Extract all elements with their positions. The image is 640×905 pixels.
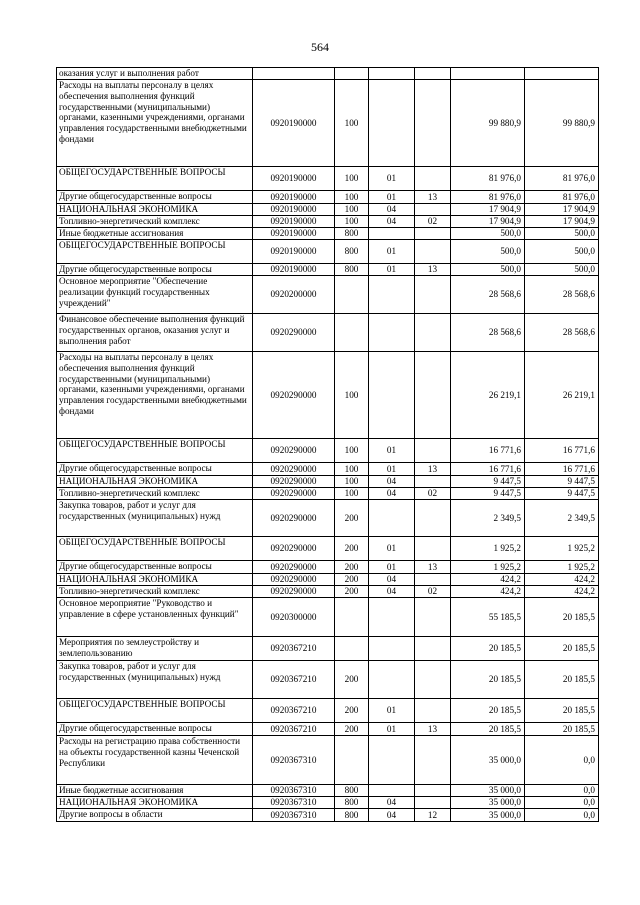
cell-amount-2: 20 185,5	[525, 637, 599, 661]
cell-amount-1: 424,2	[451, 586, 525, 598]
cell-target-code: 0920367310	[253, 785, 335, 797]
cell-subsection: 13	[415, 723, 451, 736]
cell-expense-type: 100	[335, 204, 369, 216]
table-row	[57, 68, 599, 80]
cell-item-name: Мероприятия по землеустройству и землепользованию	[57, 637, 253, 661]
cell-subsection	[415, 439, 451, 463]
cell-subsection: 13	[415, 561, 451, 574]
cell-expense-type: 100	[335, 439, 369, 463]
cell-section	[369, 661, 415, 699]
cell-amount-2: 99 880,9	[525, 80, 599, 167]
cell-target-code: 0920290000	[253, 574, 335, 586]
cell-target-code: 0920190000	[253, 240, 335, 264]
cell-subsection: 13	[415, 264, 451, 276]
cell-target-code: 0920367210	[253, 723, 335, 736]
cell-subsection	[415, 352, 451, 439]
cell-amount-1: 424,2	[451, 574, 525, 586]
cell-subsection	[415, 785, 451, 797]
cell-target-code: 0920290000	[253, 463, 335, 476]
cell-section: 04	[369, 574, 415, 586]
table-row	[57, 476, 599, 488]
table-row	[57, 537, 599, 561]
cell-amount-1: 2 349,5	[451, 500, 525, 537]
cell-target-code: 0920290000	[253, 561, 335, 574]
cell-section	[369, 500, 415, 537]
cell-item-name: НАЦИОНАЛЬНАЯ ЭКОНОМИКА	[57, 204, 253, 216]
cell-subsection	[415, 699, 451, 723]
cell-section: 01	[369, 537, 415, 561]
cell-amount-2: 16 771,6	[525, 463, 599, 476]
cell-amount-1: 17 904,9	[451, 216, 525, 228]
cell-amount-1: 9 447,5	[451, 476, 525, 488]
table-row	[57, 785, 599, 797]
cell-amount-2: 20 185,5	[525, 723, 599, 736]
table-row	[57, 228, 599, 240]
cell-item-name: Другие общегосударственные вопросы	[57, 561, 253, 574]
cell-expense-type: 100	[335, 488, 369, 500]
cell-target-code: 0920190000	[253, 204, 335, 216]
cell-expense-type: 100	[335, 191, 369, 204]
cell-target-code: 0920190000	[253, 191, 335, 204]
cell-expense-type: 200	[335, 561, 369, 574]
cell-amount-2: 81 976,0	[525, 167, 599, 191]
cell-amount-2: 500,0	[525, 228, 599, 240]
cell-amount-2: 28 568,6	[525, 314, 599, 352]
cell-target-code: 0920290000	[253, 500, 335, 537]
cell-amount-2	[525, 68, 599, 80]
cell-item-name: Топливно-энергетический комплекс	[57, 216, 253, 228]
cell-item-name: Расходы на регистрацию права собственности на объекты государственной казны Чеченской Республики	[57, 736, 253, 785]
cell-amount-2: 0,0	[525, 797, 599, 809]
cell-amount-1: 81 976,0	[451, 167, 525, 191]
cell-item-name: Расходы на выплаты персоналу в целях обеспечения выполнения функций государственными (муниципальными) органами, казенными учреждениями, органами управления государственными внебюджетными фондами	[57, 352, 253, 439]
cell-target-code: 0920190000	[253, 228, 335, 240]
table-row	[57, 80, 599, 167]
cell-amount-1: 28 568,6	[451, 314, 525, 352]
cell-target-code: 0920190000	[253, 216, 335, 228]
cell-amount-1: 35 000,0	[451, 797, 525, 809]
cell-expense-type: 100	[335, 80, 369, 167]
cell-item-name: Другие общегосударственные вопросы	[57, 191, 253, 204]
cell-subsection	[415, 500, 451, 537]
table-row	[57, 500, 599, 537]
cell-section: 04	[369, 488, 415, 500]
cell-expense-type: 200	[335, 574, 369, 586]
table-row	[57, 204, 599, 216]
cell-target-code: 0920290000	[253, 488, 335, 500]
cell-item-name: ОБЩЕГОСУДАРСТВЕННЫЕ ВОПРОСЫ	[57, 167, 253, 191]
budget-table	[56, 67, 599, 822]
cell-subsection: 13	[415, 191, 451, 204]
cell-amount-2: 424,2	[525, 586, 599, 598]
cell-amount-2: 500,0	[525, 264, 599, 276]
cell-target-code: 0920190000	[253, 167, 335, 191]
table-row	[57, 463, 599, 476]
cell-subsection: 12	[415, 809, 451, 822]
cell-amount-1: 16 771,6	[451, 463, 525, 476]
cell-amount-2: 0,0	[525, 785, 599, 797]
cell-subsection	[415, 276, 451, 314]
cell-amount-1: 99 880,9	[451, 80, 525, 167]
cell-expense-type: 200	[335, 500, 369, 537]
cell-subsection	[415, 537, 451, 561]
cell-amount-2: 26 219,1	[525, 352, 599, 439]
cell-amount-1: 1 925,2	[451, 561, 525, 574]
table-row	[57, 191, 599, 204]
cell-target-code: 0920290000	[253, 476, 335, 488]
cell-amount-1: 20 185,5	[451, 637, 525, 661]
cell-section	[369, 276, 415, 314]
table-row	[57, 661, 599, 699]
cell-item-name: ОБЩЕГОСУДАРСТВЕННЫЕ ВОПРОСЫ	[57, 439, 253, 463]
table-row	[57, 574, 599, 586]
cell-section	[369, 314, 415, 352]
cell-expense-type: 800	[335, 240, 369, 264]
cell-target-code: 0920290000	[253, 537, 335, 561]
cell-subsection	[415, 797, 451, 809]
cell-target-code	[253, 68, 335, 80]
cell-amount-2: 20 185,5	[525, 699, 599, 723]
cell-expense-type: 200	[335, 537, 369, 561]
cell-amount-2: 17 904,9	[525, 216, 599, 228]
table-row	[57, 699, 599, 723]
cell-section: 04	[369, 797, 415, 809]
cell-amount-2: 2 349,5	[525, 500, 599, 537]
cell-expense-type	[335, 68, 369, 80]
cell-amount-1: 17 904,9	[451, 204, 525, 216]
cell-subsection	[415, 314, 451, 352]
table-row	[57, 736, 599, 785]
cell-item-name: ОБЩЕГОСУДАРСТВЕННЫЕ ВОПРОСЫ	[57, 240, 253, 264]
cell-expense-type: 100	[335, 352, 369, 439]
cell-section: 01	[369, 264, 415, 276]
cell-amount-2: 17 904,9	[525, 204, 599, 216]
cell-item-name: Основное мероприятие "Обеспечение реализации функций государственных учреждений"	[57, 276, 253, 314]
cell-target-code: 0920190000	[253, 264, 335, 276]
table-row	[57, 314, 599, 352]
cell-section: 04	[369, 216, 415, 228]
cell-expense-type: 800	[335, 264, 369, 276]
cell-item-name: Другие общегосударственные вопросы	[57, 264, 253, 276]
cell-amount-1: 16 771,6	[451, 439, 525, 463]
cell-expense-type: 800	[335, 785, 369, 797]
cell-expense-type	[335, 276, 369, 314]
cell-item-name: Топливно-энергетический комплекс	[57, 586, 253, 598]
table-row	[57, 809, 599, 822]
cell-subsection: 13	[415, 463, 451, 476]
cell-item-name: Другие вопросы в области	[57, 809, 253, 822]
cell-section: 01	[369, 191, 415, 204]
cell-target-code: 0920190000	[253, 80, 335, 167]
table-row	[57, 488, 599, 500]
cell-target-code: 0920290000	[253, 439, 335, 463]
cell-amount-2: 500,0	[525, 240, 599, 264]
cell-amount-2: 1 925,2	[525, 537, 599, 561]
cell-amount-2: 20 185,5	[525, 598, 599, 637]
cell-expense-type: 800	[335, 797, 369, 809]
cell-amount-1: 1 925,2	[451, 537, 525, 561]
cell-section	[369, 785, 415, 797]
cell-subsection	[415, 167, 451, 191]
cell-section: 01	[369, 167, 415, 191]
cell-target-code: 0920367210	[253, 661, 335, 699]
cell-amount-1: 35 000,0	[451, 809, 525, 822]
table-row	[57, 586, 599, 598]
cell-subsection	[415, 661, 451, 699]
cell-subsection	[415, 476, 451, 488]
table-row	[57, 216, 599, 228]
table-row	[57, 240, 599, 264]
table-row	[57, 797, 599, 809]
cell-amount-2: 28 568,6	[525, 276, 599, 314]
cell-amount-2: 1 925,2	[525, 561, 599, 574]
cell-target-code: 0920367310	[253, 736, 335, 785]
cell-amount-1: 81 976,0	[451, 191, 525, 204]
cell-amount-2: 9 447,5	[525, 488, 599, 500]
cell-amount-2: 9 447,5	[525, 476, 599, 488]
cell-item-name: оказания услуг и выполнения работ	[57, 68, 253, 80]
table-row	[57, 276, 599, 314]
table-row	[57, 598, 599, 637]
cell-amount-1: 500,0	[451, 228, 525, 240]
cell-section: 01	[369, 240, 415, 264]
cell-item-name: Расходы на выплаты персоналу в целях обеспечения выполнения функций государственными (муниципальными) органами, казенными учреждениями, органами управления государственными внебюджетными фондами	[57, 80, 253, 167]
cell-target-code: 0920367310	[253, 797, 335, 809]
cell-amount-1: 20 185,5	[451, 661, 525, 699]
cell-expense-type: 200	[335, 586, 369, 598]
cell-subsection	[415, 204, 451, 216]
cell-section: 01	[369, 463, 415, 476]
cell-section: 01	[369, 723, 415, 736]
cell-item-name: Иные бюджетные ассигнования	[57, 785, 253, 797]
cell-target-code: 0920367310	[253, 809, 335, 822]
cell-amount-1: 26 219,1	[451, 352, 525, 439]
cell-target-code: 0920290000	[253, 586, 335, 598]
cell-amount-1: 28 568,6	[451, 276, 525, 314]
cell-amount-1: 500,0	[451, 240, 525, 264]
cell-expense-type: 200	[335, 699, 369, 723]
cell-subsection	[415, 736, 451, 785]
cell-amount-2: 0,0	[525, 809, 599, 822]
table-row	[57, 637, 599, 661]
cell-amount-2: 16 771,6	[525, 439, 599, 463]
cell-section	[369, 598, 415, 637]
cell-item-name: Основное мероприятие "Руководство и управление в сфере установленных функций"	[57, 598, 253, 637]
cell-section	[369, 68, 415, 80]
cell-amount-2: 20 185,5	[525, 661, 599, 699]
cell-item-name: Финансовое обеспечение выполнения функций государственных органов, оказания услуг и выполнения работ	[57, 314, 253, 352]
cell-amount-1: 55 185,5	[451, 598, 525, 637]
table-row	[57, 439, 599, 463]
cell-subsection	[415, 240, 451, 264]
cell-item-name: Топливно-энергетический комплекс	[57, 488, 253, 500]
cell-subsection: 02	[415, 586, 451, 598]
cell-subsection: 02	[415, 216, 451, 228]
cell-section	[369, 736, 415, 785]
cell-item-name: ОБЩЕГОСУДАРСТВЕННЫЕ ВОПРОСЫ	[57, 699, 253, 723]
cell-item-name: Закупка товаров, работ и услуг для государственных (муниципальных) нужд	[57, 661, 253, 699]
cell-expense-type: 800	[335, 228, 369, 240]
cell-subsection	[415, 80, 451, 167]
cell-expense-type	[335, 598, 369, 637]
cell-amount-1	[451, 68, 525, 80]
cell-subsection	[415, 637, 451, 661]
cell-item-name: НАЦИОНАЛЬНАЯ ЭКОНОМИКА	[57, 476, 253, 488]
cell-amount-2: 0,0	[525, 736, 599, 785]
cell-amount-1: 500,0	[451, 264, 525, 276]
cell-target-code: 0920367210	[253, 637, 335, 661]
cell-amount-1: 35 000,0	[451, 785, 525, 797]
cell-expense-type: 100	[335, 167, 369, 191]
cell-expense-type: 200	[335, 661, 369, 699]
cell-item-name: ОБЩЕГОСУДАРСТВЕННЫЕ ВОПРОСЫ	[57, 537, 253, 561]
cell-item-name: Другие общегосударственные вопросы	[57, 723, 253, 736]
cell-section: 04	[369, 809, 415, 822]
cell-section: 01	[369, 439, 415, 463]
cell-expense-type	[335, 736, 369, 785]
cell-target-code: 0920367210	[253, 699, 335, 723]
cell-amount-2: 81 976,0	[525, 191, 599, 204]
cell-section	[369, 228, 415, 240]
cell-expense-type	[335, 637, 369, 661]
cell-subsection	[415, 598, 451, 637]
budget-table-body	[57, 68, 599, 822]
cell-item-name: Иные бюджетные ассигнования	[57, 228, 253, 240]
cell-target-code: 0920200000	[253, 276, 335, 314]
cell-target-code: 0920290000	[253, 314, 335, 352]
cell-section: 01	[369, 561, 415, 574]
cell-amount-1: 20 185,5	[451, 699, 525, 723]
cell-item-name: Закупка товаров, работ и услуг для государственных (муниципальных) нужд	[57, 500, 253, 537]
table-row	[57, 167, 599, 191]
cell-expense-type: 200	[335, 723, 369, 736]
cell-amount-1: 35 000,0	[451, 736, 525, 785]
cell-amount-2: 424,2	[525, 574, 599, 586]
cell-item-name: Другие общегосударственные вопросы	[57, 463, 253, 476]
cell-expense-type	[335, 314, 369, 352]
cell-amount-1: 20 185,5	[451, 723, 525, 736]
cell-amount-1: 9 447,5	[451, 488, 525, 500]
table-row	[57, 561, 599, 574]
cell-section: 04	[369, 586, 415, 598]
cell-section	[369, 637, 415, 661]
cell-expense-type: 100	[335, 476, 369, 488]
cell-section	[369, 80, 415, 167]
table-row	[57, 723, 599, 736]
cell-subsection	[415, 68, 451, 80]
page-number: 564	[311, 40, 329, 54]
cell-expense-type: 100	[335, 463, 369, 476]
cell-subsection	[415, 228, 451, 240]
cell-target-code: 0920290000	[253, 352, 335, 439]
cell-subsection: 02	[415, 488, 451, 500]
cell-section: 04	[369, 476, 415, 488]
cell-expense-type: 100	[335, 216, 369, 228]
cell-target-code: 0920300000	[253, 598, 335, 637]
table-row	[57, 264, 599, 276]
table-row	[57, 352, 599, 439]
cell-item-name: НАЦИОНАЛЬНАЯ ЭКОНОМИКА	[57, 797, 253, 809]
cell-expense-type: 800	[335, 809, 369, 822]
cell-section: 04	[369, 204, 415, 216]
cell-section: 01	[369, 699, 415, 723]
cell-item-name: НАЦИОНАЛЬНАЯ ЭКОНОМИКА	[57, 574, 253, 586]
cell-section	[369, 352, 415, 439]
cell-subsection	[415, 574, 451, 586]
